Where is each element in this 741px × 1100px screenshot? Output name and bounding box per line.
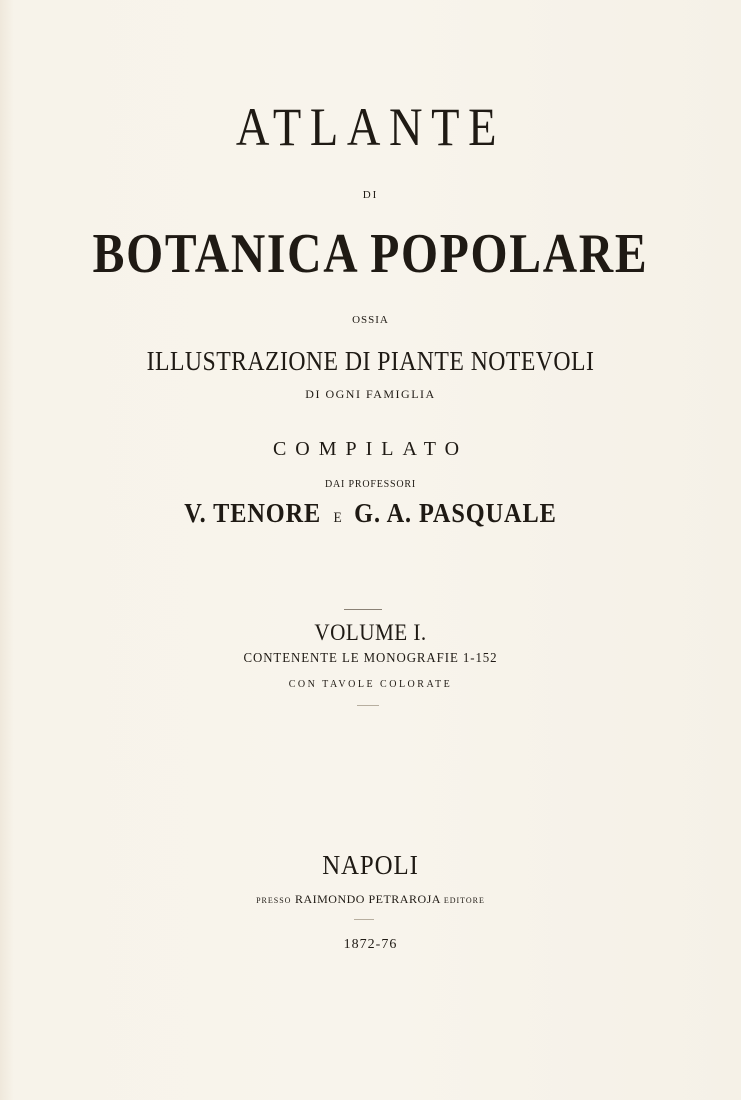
divider-rule — [344, 609, 382, 610]
volume-label: VOLUME I. — [314, 620, 427, 645]
title-connector-di: DI — [362, 189, 379, 201]
subtitle-illustrazione: ILLUSTRAZIONE DI PIANTE NOTEVOLI — [146, 346, 595, 376]
imprint-publisher: RAIMONDO PETRAROJA — [294, 892, 441, 906]
plates-line: CON TAVOLE COLORATE — [288, 679, 453, 690]
main-title-atlante: ATLANTE — [235, 97, 506, 157]
authors-line — [37, 500, 704, 527]
main-title-botanica-popolare: BOTANICA POPOLARE — [92, 223, 649, 285]
imprint-years: 1872-76 — [343, 937, 398, 952]
compilato-label: COMPILATO — [272, 438, 469, 460]
author-conjunction: E — [333, 510, 342, 526]
divider-rule-small — [357, 705, 379, 706]
dai-professori-label: DAI PROFESSORI — [325, 479, 416, 490]
divider-rule-imprint — [354, 919, 374, 920]
contents-line: CONTENENTE LE MONOGRAFIE 1-152 — [243, 651, 498, 666]
author-tenore: V. TENORE — [184, 498, 322, 528]
imprint-editore: EDITORE — [443, 896, 485, 905]
imprint-publisher-line — [0, 893, 741, 905]
imprint-presso: PRESSO — [256, 896, 292, 905]
subtitle-ogni-famiglia: DI OGNI FAMIGLIA — [305, 387, 436, 401]
imprint-city: NAPOLI — [322, 850, 419, 880]
title-connector-ossia: OSSIA — [352, 314, 389, 326]
author-pasquale: G. A. PASQUALE — [354, 498, 557, 528]
